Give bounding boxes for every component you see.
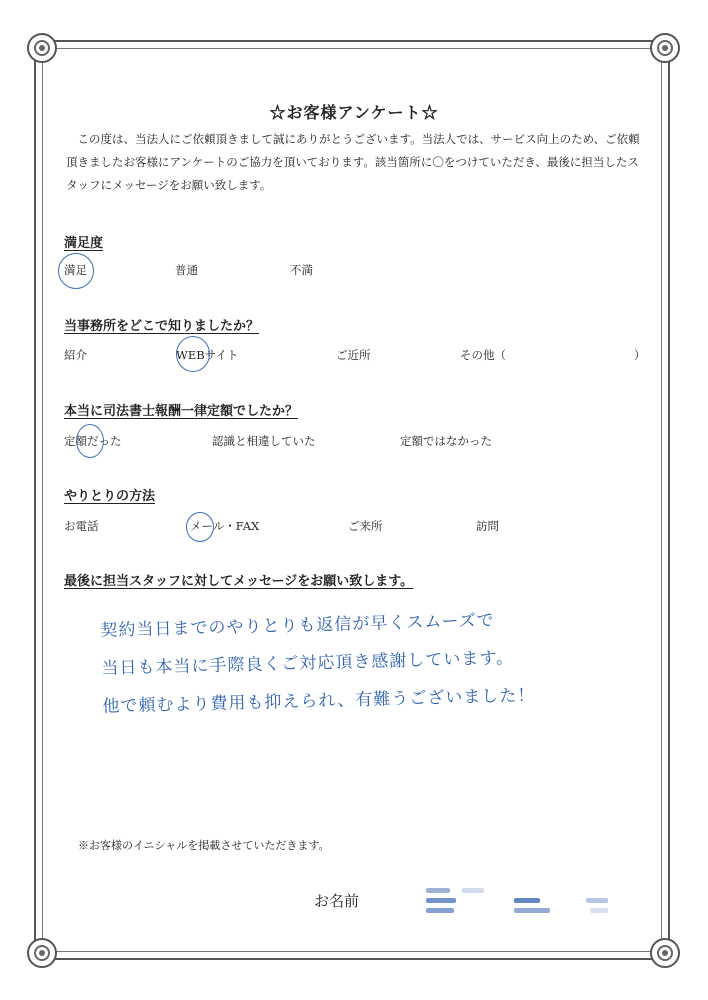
redacted-name xyxy=(462,888,484,893)
q4-option-visit-office[interactable]: ご来所 xyxy=(348,519,383,533)
q3-heading: 本当に司法書士報酬一律定額でしたか？ xyxy=(64,404,299,419)
name-label: お名前 xyxy=(314,892,360,910)
corner-ornament-icon xyxy=(27,938,57,968)
q2-heading: 当事務所をどこで知りましたか？ xyxy=(64,319,260,334)
redacted-name xyxy=(514,908,550,913)
initials-note: ※お客様のイニシャルを掲載させていただきます。 xyxy=(78,839,330,852)
redacted-name xyxy=(586,898,608,903)
redacted-name xyxy=(426,908,454,913)
q3-option-not-fixed[interactable]: 定額ではなかった xyxy=(400,434,492,448)
q2-option-other[interactable]: その他（ xyxy=(460,348,506,362)
redacted-name xyxy=(426,898,456,903)
corner-ornament-icon xyxy=(650,938,680,968)
intro-paragraph: この度は、当法人にご依頼頂きまして誠にありがとうございます。当法人では、サービス向上のため、ご依頼頂きましたお客様にアンケートのご協力を頂いております。該当箇所に〇をつけていただき、最後に担当したスタッフにメッセージをお願い致します。 xyxy=(66,132,640,192)
q5-heading: 最後に担当スタッフに対してメッセージをお願い致します。 xyxy=(64,574,414,589)
q4-option-mail-fax[interactable]: メール・FAX xyxy=(190,519,260,533)
message-line: 契約当日までのやりとりも返信が早くスムーズで xyxy=(100,610,495,641)
q1-option-satisfied[interactable]: 満足 xyxy=(64,263,87,277)
redacted-name xyxy=(590,908,608,913)
redacted-name xyxy=(426,888,450,893)
q1-option-normal[interactable]: 普通 xyxy=(175,263,198,277)
q2-option-referral[interactable]: 紹介 xyxy=(64,348,87,362)
redacted-name xyxy=(514,898,540,903)
q1-heading: 満足度 xyxy=(64,236,104,251)
q3-option-different[interactable]: 認識と相違していた xyxy=(212,434,316,448)
q1-option-unsatisfied[interactable]: 不満 xyxy=(290,263,313,277)
corner-ornament-icon xyxy=(27,33,57,63)
q4-option-phone[interactable]: お電話 xyxy=(64,519,99,533)
message-line: 他で頼むより費用も抑えられ、有難うございました！ xyxy=(102,685,536,717)
q4-heading: やりとりの方法 xyxy=(64,489,156,504)
handwritten-message xyxy=(100,598,623,726)
q4-option-home-visit[interactable]: 訪問 xyxy=(476,519,499,533)
q2-option-other-close: ） xyxy=(634,348,646,362)
q2-option-neighborhood[interactable]: ご近所 xyxy=(336,348,371,362)
q3-option-fixed[interactable]: 定額だった xyxy=(64,434,122,448)
corner-ornament-icon xyxy=(650,33,680,63)
message-line: 当日も本当に手際良くご対応頂き感謝しています。 xyxy=(101,648,515,679)
q2-option-website[interactable]: WEBサイト xyxy=(176,348,239,362)
survey-title: ☆お客様アンケート☆ xyxy=(269,103,439,122)
